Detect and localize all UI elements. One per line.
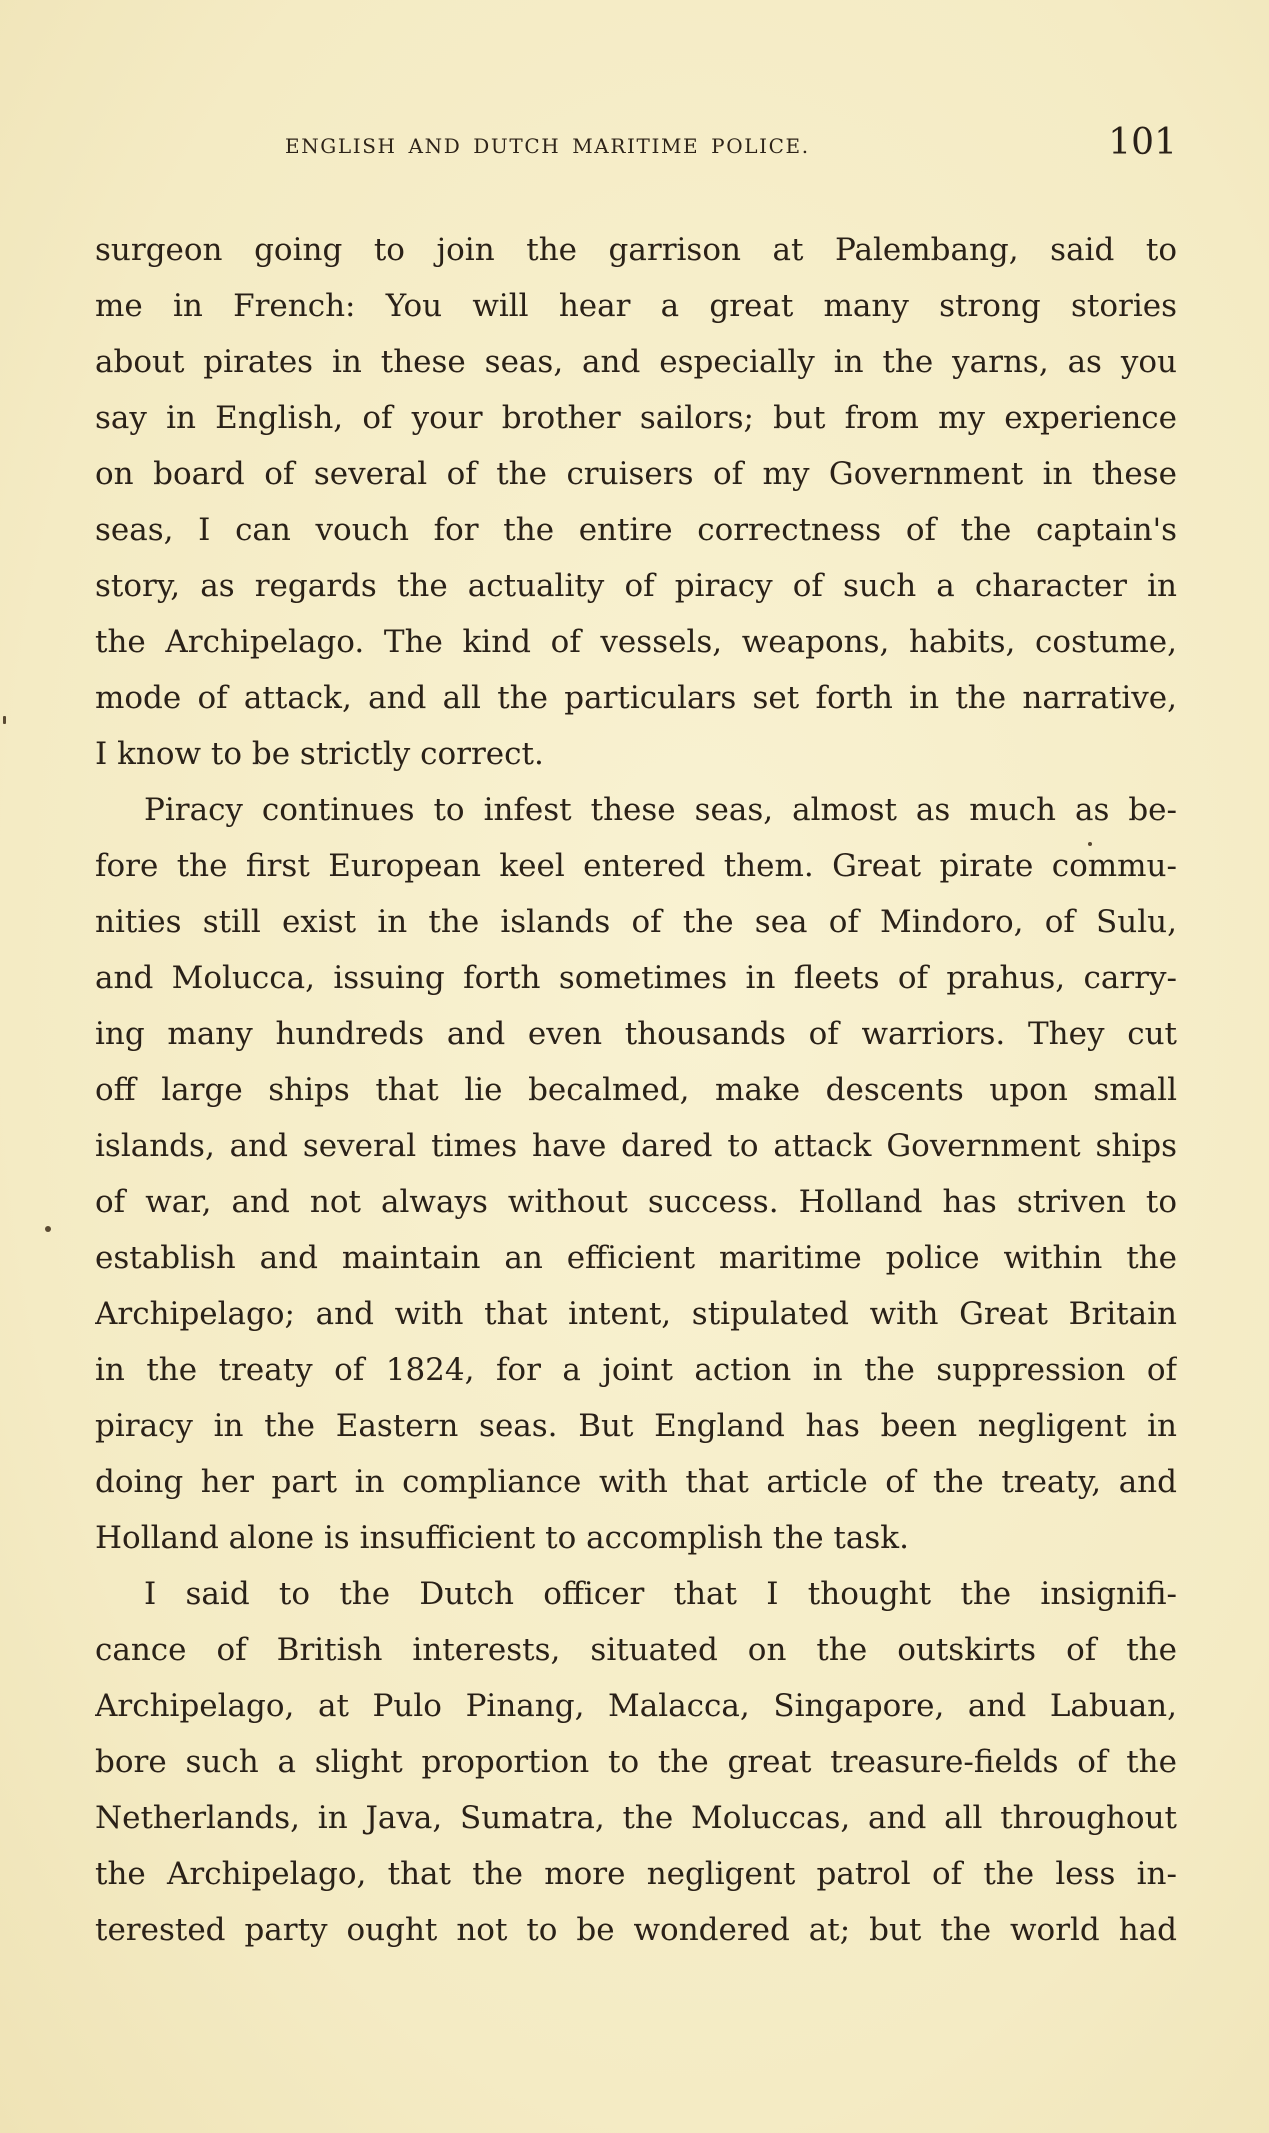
text-line: surgeon going to join the garrison at Palembang, said to	[95, 232, 1177, 268]
text-line: doing her part in compliance with that article of the treaty, and	[95, 1464, 1177, 1500]
text-line: piracy in the Eastern seas. But England has been negligent in	[95, 1408, 1177, 1444]
text-line: islands, and several times have dared to attack Government ships	[95, 1128, 1177, 1164]
text-line: about pirates in these seas, and especially in the yarns, as you	[95, 344, 1177, 380]
text-line: mode of attack, and all the particulars set forth in the narrative,	[95, 680, 1177, 716]
text-line: ing many hundreds and even thousands of warriors. They cut	[95, 1016, 1177, 1052]
text-line: me in French: You will hear a great many strong stories	[95, 288, 1177, 324]
paragraph	[95, 782, 1177, 1566]
text-line: nities still exist in the islands of the sea of Mindoro, of Sulu,	[95, 904, 1177, 940]
text-line: fore the first European keel entered them. Great pirate commu-	[95, 848, 1177, 884]
text-line: story, as regards the actuality of piracy of such a character in	[95, 568, 1177, 604]
text-line: off large ships that lie becalmed, make descents upon small	[95, 1072, 1177, 1108]
print-speck	[3, 716, 6, 724]
text-line: seas, I can vouch for the entire correctness of the captain's	[95, 512, 1177, 548]
paragraph	[95, 222, 1177, 782]
text-line: cance of British interests, situated on the outskirts of the	[95, 1632, 1177, 1668]
text-line: the Archipelago. The kind of vessels, weapons, habits, costume,	[95, 624, 1177, 660]
text-line: I said to the Dutch officer that I thought the insignifi-	[144, 1576, 1177, 1612]
text-line: and Molucca, issuing forth sometimes in fleets of prahus, carry-	[95, 960, 1177, 996]
text-line: say in English, of your brother sailors; but from my experience	[95, 400, 1177, 436]
text-line: the Archipelago, that the more negligent patrol of the less in-	[95, 1856, 1177, 1892]
print-speck	[45, 1226, 51, 1232]
page-number: 101	[1108, 122, 1177, 163]
text-line: I know to be strictly correct.	[95, 736, 544, 772]
text-line: establish and maintain an efficient maritime police within the	[95, 1240, 1177, 1276]
text-line: Piracy continues to infest these seas, almost as much as be-	[144, 792, 1177, 828]
paragraph	[95, 1566, 1177, 1958]
text-line: terested party ought not to be wondered at; but the world had	[95, 1912, 1177, 1948]
text-line: bore such a slight proportion to the great treasure-fields of the	[95, 1744, 1177, 1780]
body-text	[95, 222, 1177, 1958]
text-line: Netherlands, in Java, Sumatra, the Moluccas, and all throughout	[95, 1800, 1177, 1836]
text-line: of war, and not always without success. Holland has striven to	[95, 1184, 1177, 1220]
running-title: ENGLISH AND DUTCH MARITIME POLICE.	[285, 134, 810, 158]
text-line: on board of several of the cruisers of my Government in these	[95, 456, 1177, 492]
text-line: in the treaty of 1824, for a joint action in the suppression of	[95, 1352, 1177, 1388]
running-head	[95, 122, 1177, 168]
text-line: Archipelago, at Pulo Pinang, Malacca, Singapore, and Labuan,	[95, 1688, 1177, 1724]
text-line: Archipelago; and with that intent, stipulated with Great Britain	[95, 1296, 1177, 1332]
text-line: Holland alone is insufficient to accomplish the task.	[95, 1520, 909, 1556]
print-speck	[1088, 842, 1092, 846]
